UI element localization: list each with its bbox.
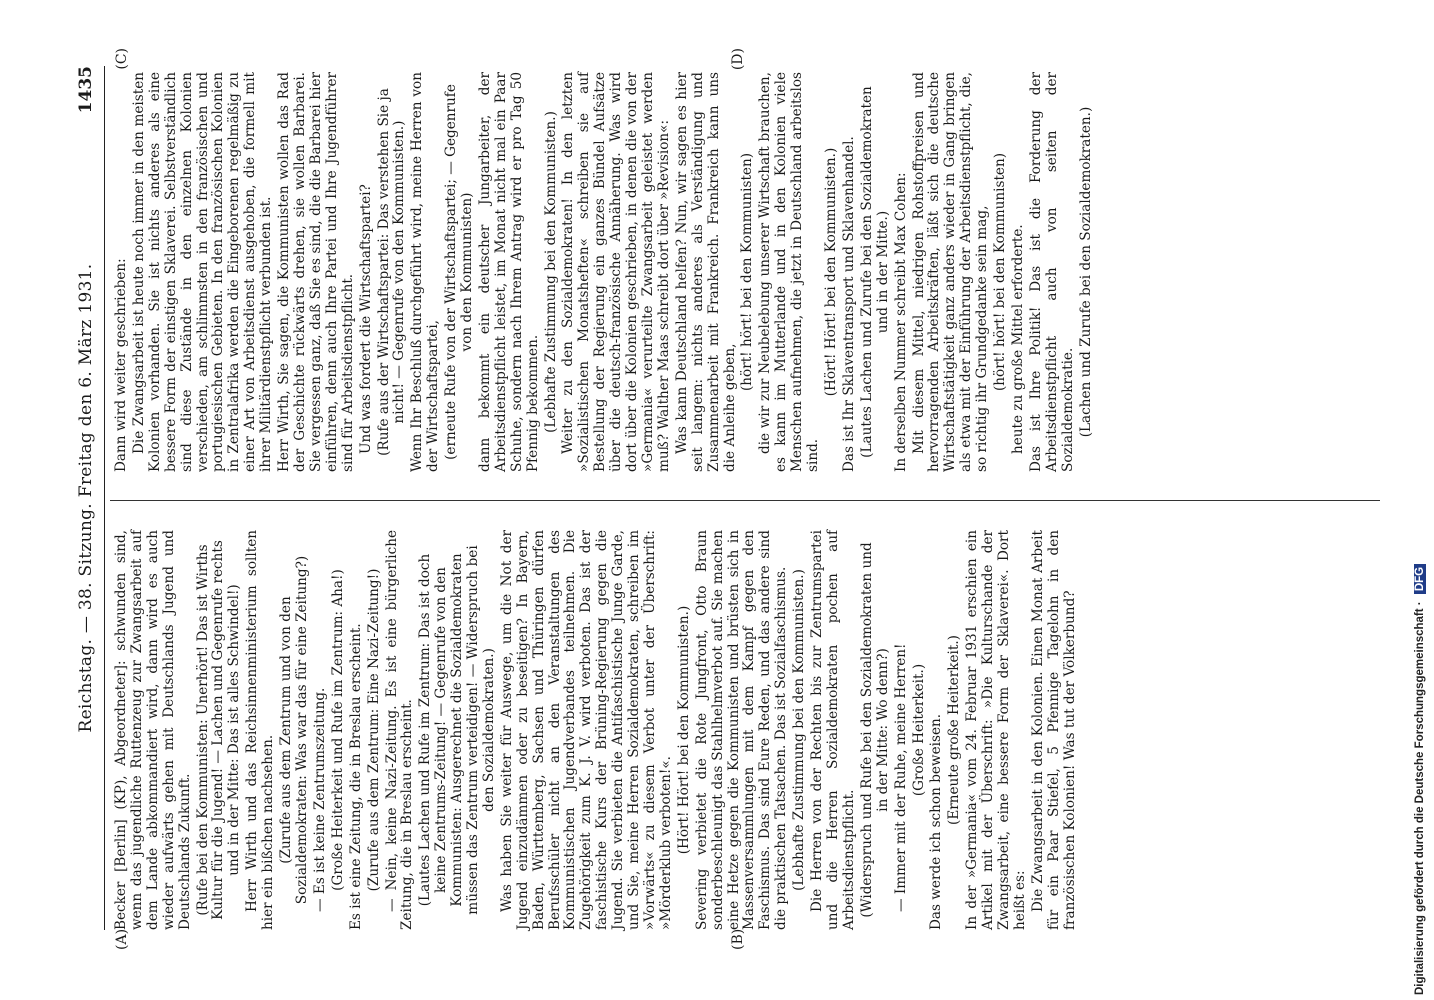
paragraph: — Es ist keine Zentrumszeitung. bbox=[311, 687, 328, 912]
interjection: (Rufe bei den Kommunisten: Unerhört! Das ist Wirths Kultur für die Jugend! — Lachen und Gegenrufe rechts und in der Mitte: Das ist alles Schwindel!) bbox=[194, 540, 243, 920]
interjection: (Große Heiterkeit.) bbox=[910, 663, 927, 797]
paragraph: Dann wird weiter geschrieben: bbox=[113, 258, 129, 472]
quotation: Was kann Deutschland helfen? Nun, wir sagen es hier seit langem: nichts anderes als Verständigung und Zusammenarbeit mit Frankreich. Frankreich kann uns die Anleihe geben, bbox=[673, 72, 738, 472]
interjection: (Erneute große Heiterkeit.) bbox=[946, 635, 963, 825]
paragraph: Die Herren von der Rechten bis zur Zentrumspartei und die Herren Sozialdemokraten pochen auf Arbeitsdienstpflicht. bbox=[809, 530, 857, 930]
quoted-headline: Die Zwangsarbeit in den Kolonien. Einen Monat Arbeit für ein Paar Stiefel, 5 Pfennige Tagelohn in den französischen Kolonien! Was tut der Völkerbund? bbox=[1029, 530, 1078, 930]
column-divider bbox=[110, 500, 1380, 501]
credit-text: Digitalisierung gefördert durch die Deutsche Forschungsgemeinschaft · bbox=[1414, 601, 1426, 995]
page-header bbox=[70, 66, 105, 930]
interjection: (Zurufe aus dem Zentrum: Eine Nazi-Zeitung!) bbox=[365, 568, 382, 892]
interjection: (Rufe aus der Wirtschaftspartei: Das verstehen Sie ja nicht! — Gegenrufe von den Kommunisten.) bbox=[375, 88, 408, 456]
interjection: (Lachen und Zurufe bei den Sozialdemokraten.) bbox=[1077, 106, 1094, 438]
quotation: die wir zur Neubelebung unserer Wirtschaft brauchen, es kann im Mutterlande und in den Kolonien viele Menschen aufnehmen, die jetzt in Deutschland arbeitslos sind. bbox=[757, 72, 822, 472]
page-number: 1435 bbox=[76, 66, 96, 114]
quotation: heute zu große Mittel erforderte. bbox=[1009, 224, 1026, 454]
paragraph: Und was fordert die Wirtschaftspartei? bbox=[357, 184, 374, 454]
interjection: (Lebhafte Zustimmung bei den Kommunisten.) bbox=[542, 111, 559, 433]
interjection: (erneute Rufe von der Wirtschaftspartei; — Gegenrufe von den Kommunisten) bbox=[443, 84, 476, 460]
paragraph: Herr Wirth und das Reichsinnenministerium sollten hier ein bißchen nachsehen. bbox=[244, 530, 277, 930]
left-column bbox=[114, 530, 1081, 930]
dfg-logo: DFG bbox=[1414, 564, 1426, 594]
rotated-page bbox=[70, 50, 1390, 950]
paragraph: Was haben Sie weiter für Auswege, um die Not der Jugend einzudämmen oder zu beseitigen? In Bayern, Baden, Württemberg, Sachsen und Thüringen dürfen Berufsschüler nicht an den Veranstaltungen des Kommunistischen Jugendverbandes teilnehmen. Die Zugehörigkeit zum K. J. V. wird verboten. Das ist der faschistische Kurs der Brüning-Regierung gegen die Jugend. Sie verbieten die Antifaschistische Junge Garde, und Sie, meine Herren Sozialdemokraten, schreiben im »Vorwärts« zu diesem Verbot unter der Überschrift: »Mörderklub verboten!«. bbox=[498, 530, 674, 930]
paragraph: Das werde ich schon beweisen. bbox=[928, 713, 945, 930]
paragraph: In derselben Nummer schreibt Max Cohen: bbox=[892, 172, 909, 472]
margin-marker-a: (A) bbox=[114, 928, 130, 950]
quotation: Mit diesem Mittel, niedrigen Rohstoffpreisen und hervorragenden Arbeitskräften, läßt sich die deutsche Wirtschaftstätigkeit ganz anders wieder in Gang bringen als etwa mit der Einführung der Arbeitsdienstpflicht, die, so richtig ihr Grundgedanke sein mag, bbox=[910, 72, 991, 472]
margin-marker-c: (C) bbox=[114, 48, 130, 70]
paragraph: — Immer mit der Ruhe, meine Herren! bbox=[892, 643, 909, 912]
interjection: (Hört! Hört! bei den Kommunisten.) bbox=[675, 605, 692, 855]
margin-marker-d: (D) bbox=[730, 48, 746, 71]
interjection: (Hört! Hört! bei den Kommunisten.) bbox=[822, 147, 839, 397]
interjection: (hört! hört! bei den Kommunisten) bbox=[992, 152, 1009, 392]
paragraph: dann bekommt ein deutscher Jungarbeiter, der Arbeitsdienstpflicht leistet, im Monat nicht mal ein Paar Schuhe, sondern nach Ihrem Antrag wird er pro Tag 50 Pfennig bekommen. bbox=[476, 72, 541, 472]
interjection: (Zurufe aus dem Zentrum und von den Sozialdemokraten: Was war das für eine Zeitung?) bbox=[278, 555, 310, 905]
interjection: (Große Heiterkeit und Rufe im Zentrum: Aha!) bbox=[329, 569, 346, 891]
margin-marker-b: (B) bbox=[730, 928, 746, 950]
paragraph: Becker [Berlin] (KP), Abgeordneter]: schwunden sind, wenn das jugendliche Ruttenzeug zur Zwangsarbeit auf dem Lande abkommandiert wird, dann wird es auch wieder aufwärts gehen mit Deutschlands Jugend und Deutschlands Zukunft. bbox=[113, 530, 193, 930]
paragraph: — Nein, keine Nazi-Zeitung. Es ist eine bürgerliche Zeitung, die in Breslau erscheint. bbox=[383, 530, 416, 930]
interjection: (Lebhafte Zustimmung bei den Kommunisten.) bbox=[791, 569, 808, 891]
paragraph: Das ist Ihre Politik! Das ist die Forderung der Arbeitsdienstpflicht auch von seiten der Sozialdemokratie. bbox=[1027, 72, 1076, 472]
paragraph: Wenn Ihr Beschluß durchgeführt wird, meine Herren von der Wirtschaftspartei, bbox=[409, 72, 442, 472]
paragraph: Herr Wirth, Sie sagen, die Kommunisten wollen das Rad der Geschichte rückwärts drehen, sie wollen Barbarei. Sie vergessen ganz, daß Sie es sind, die die Barbarei hier einführen, denn auch Ihre Partei und Ihre Jugendführer sind für Arbeitsdienstpflicht. bbox=[276, 72, 356, 472]
interjection: (hört! hört! bei den Kommunisten) bbox=[739, 152, 756, 392]
interjection: (Lautes Lachen und Rufe im Zentrum: Das ist doch keine Zentrums-Zeitung! — Gegenrufe von den Kommunisten: Ausgerechnet die Sozialdemokraten müssen das Zentrum verteidigen! — Widerspruch bei den Sozialdemokraten.) bbox=[417, 545, 497, 915]
digitization-credit bbox=[1412, 0, 1434, 1000]
paragraph: Das ist Ihr Sklaventransport und Sklavenhandel. bbox=[840, 136, 857, 472]
paragraph: Weiter zu den Sozialdemokraten! In den letzten »Sozialistischen Monatsheften« schreiben sie auf Bestellung der Regierung ein ganzes Bündel Aufsätze über die deutsch-französische Annäherung. Was wird dort über die Kolonien geschrieben, in denen die von der »Germania« verurteilte Zwangsarbeit geleistet werden muß? Walther Maas schreibt dort über »Revision«: bbox=[560, 72, 672, 472]
paragraph: In der »Germania« vom 24. Februar 1931 erschien ein Artikel mit der Überschrift: »Die Kulturschande der Zwangsarbeit, eine bessere Form der Sklaverei«. Dort heißt es: bbox=[964, 530, 1028, 930]
paragraph: Severing verbietet die Rote Jungfront, Otto Braun sonderbeschleunigt das Stahlhelmverbot auf. Sie machen eine Hetze gegen die Kommunisten und brüsten sich in Massenversammlungen mit dem Kampf gegen den Faschismus. Das sind Eure Reden, und das andere sind die praktischen Tatsachen. Das ist Sozialfaschismus. bbox=[693, 530, 790, 930]
interjection: (Lautes Lachen und Zurufe bei den Sozialdemokraten und in der Mitte.) bbox=[858, 86, 891, 458]
quotation: Die Zwangsarbeit ist heute noch immer in den meisten Kolonien vorhanden. Sie ist nichts anderes als eine bessere Form der einstigen Sklaverei. Selbstverständlich sind diese Zustände in den einzelnen Kolonien verschieden, am schlimmsten in den französischen und portugiesischen Gebieten. In den französischen Kolonien in Zentralafrika werden die Eingeborenen regelmäßig zu einer Art von Arbeitsdienst ausgehoben, die formell mit ihrer Militärdienstpflicht verbunden ist. bbox=[130, 72, 275, 472]
page-title: Reichstag. — 38. Sitzung. Freitag den 6. März 1931. bbox=[76, 263, 96, 733]
right-column bbox=[114, 72, 1096, 472]
paragraph: Es ist eine Zeitung, die in Breslau erscheint. bbox=[347, 623, 364, 930]
interjection: (Widerspruch und Rufe bei den Sozialdemokraten und in der Mitte: Wo denn?) bbox=[858, 542, 891, 918]
